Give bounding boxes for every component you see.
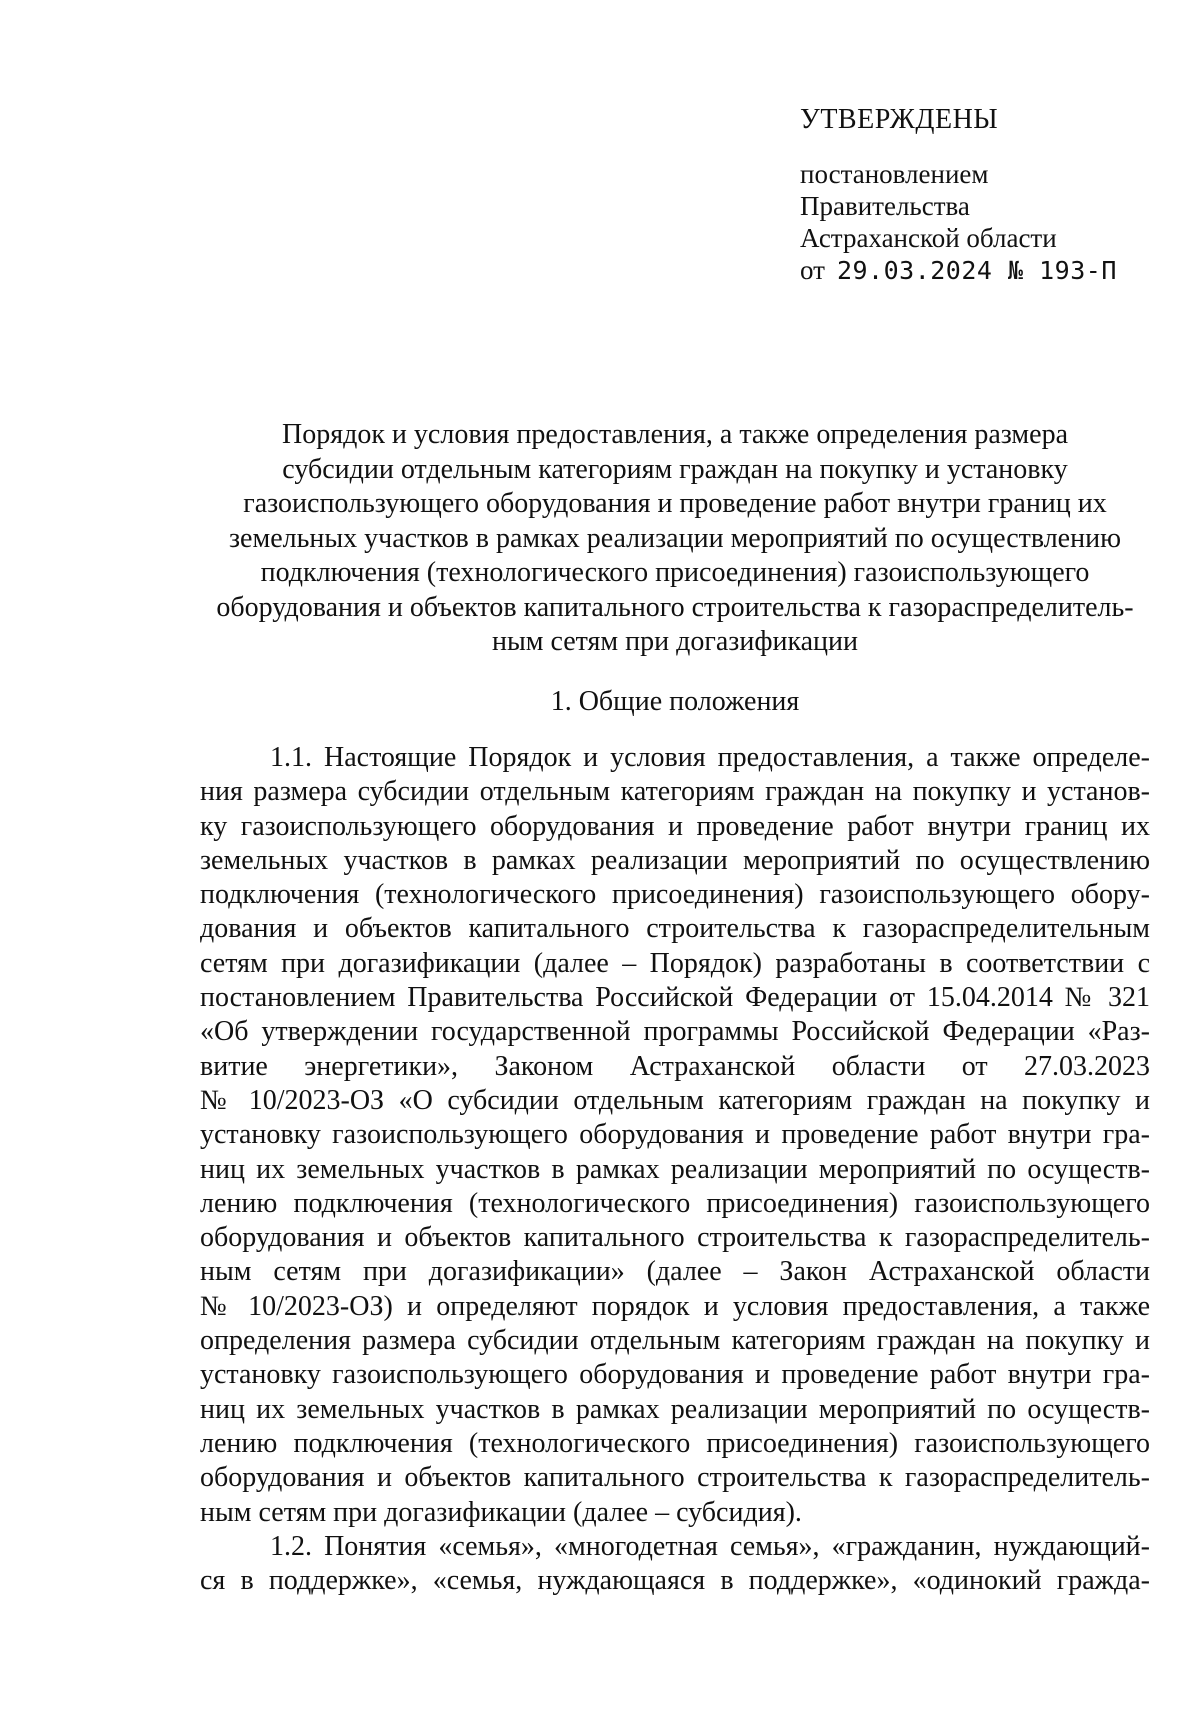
body-text [200, 741, 1150, 1598]
paragraph-line: 1.1. Настоящие Порядок и условия предоставления, а также определе- [270, 742, 1150, 773]
title-line: газоиспользующего оборудования и проведение работ внутри границ их [243, 488, 1107, 519]
approval-date-number: 29.03.2024 № 193-П [836, 256, 1117, 285]
approval-heading: УТВЕРЖДЕНЫ [800, 104, 999, 135]
paragraph-line: установку газоиспользующего оборудования и проведение работ внутри гра- [200, 1119, 1150, 1151]
paragraph-line: ным сетям при догазификации» (далее – Закон Астраханской области [200, 1256, 1150, 1288]
title-line: земельных участков в рамках реализации мероприятий по осуществлению [229, 522, 1121, 554]
paragraph-line: ным сетям при догазификации (далее – субсидия). [200, 1496, 802, 1528]
paragraph-line: дования и объектов капитального строительства к газораспределительным [200, 913, 1150, 945]
approval-line-government: Правительства [800, 191, 970, 221]
paragraph-1-2 [200, 1530, 1150, 1599]
paragraph-1-1 [200, 741, 1150, 1530]
paragraph-line: ниц их земельных участков в рамках реализации мероприятий по осуществ- [200, 1153, 1150, 1185]
approval-line-region: Астраханской области [800, 223, 1057, 253]
title-line: подключения (технологического присоединения) газоиспользующего [260, 557, 1090, 588]
paragraph-line: № 10/2023-ОЗ «О субсидии отдельным категориям граждан на покупку и [200, 1084, 1150, 1116]
paragraph-line: ся в поддержке», «семья, нуждающаяся в поддержке», «одинокий гражда- [200, 1565, 1150, 1597]
title-line: субсидии отдельным категориям граждан на покупку и установку [282, 453, 1068, 485]
section-heading: 1. Общие положения [550, 686, 800, 717]
paragraph-line: «Об утверждении государственной программы Российской Федерации «Раз- [200, 1016, 1150, 1048]
paragraph-line: оборудования и объектов капитального строительства к газораспределитель- [200, 1462, 1150, 1494]
paragraph-line: витие энергетики», Законом Астраханской области от 27.03.2023 [200, 1050, 1150, 1082]
title-line: Порядок и условия предоставления, а также определения размера [281, 419, 1068, 450]
paragraph-line: ния размера субсидии отдельным категориям граждан на покупку и установ- [200, 776, 1150, 808]
approval-line-resolution: постановлением [800, 159, 989, 189]
paragraph-line: ниц их земельных участков в рамках реализации мероприятий по осуществ- [200, 1393, 1150, 1425]
title-line: ным сетям при догазификации [491, 626, 859, 657]
paragraph-line: оборудования и объектов капитального строительства к газораспределитель- [200, 1222, 1150, 1254]
document-title [200, 418, 1150, 660]
paragraph-line: лению подключения (технологического присоединения) газоиспользующего [200, 1427, 1150, 1459]
approval-date-row [800, 254, 1160, 287]
approval-block [800, 104, 1160, 287]
approval-date-prefix: от [800, 255, 825, 285]
paragraph-line: подключения (технологического присоединения) газоиспользующего обору- [200, 879, 1150, 911]
paragraph-line: ку газоиспользующего оборудования и проведение работ внутри границ их [200, 810, 1150, 842]
title-line: оборудования и объектов капитального строительства к газораспределитель- [216, 591, 1134, 623]
paragraph-line: № 10/2023-ОЗ) и определяют порядок и условия предоставления, а также [200, 1290, 1150, 1322]
paragraph-line: 1.2. Понятия «семья», «многодетная семья», «гражданин, нуждающий- [270, 1530, 1150, 1562]
paragraph-line: сетям при догазификации (далее – Порядок) разработаны в соответствии с [200, 947, 1150, 979]
paragraph-line: земельных участков в рамках реализации мероприятий по осуществлению [200, 844, 1150, 876]
paragraph-line: установку газоиспользующего оборудования и проведение работ внутри гра- [200, 1359, 1150, 1391]
paragraph-line: определения размера субсидии отдельным категориям граждан на покупку и [200, 1325, 1150, 1357]
paragraph-line: постановлением Правительства Российской Федерации от 15.04.2014 № 321 [200, 982, 1150, 1014]
paragraph-line: лению подключения (технологического присоединения) газоиспользующего [200, 1187, 1150, 1219]
